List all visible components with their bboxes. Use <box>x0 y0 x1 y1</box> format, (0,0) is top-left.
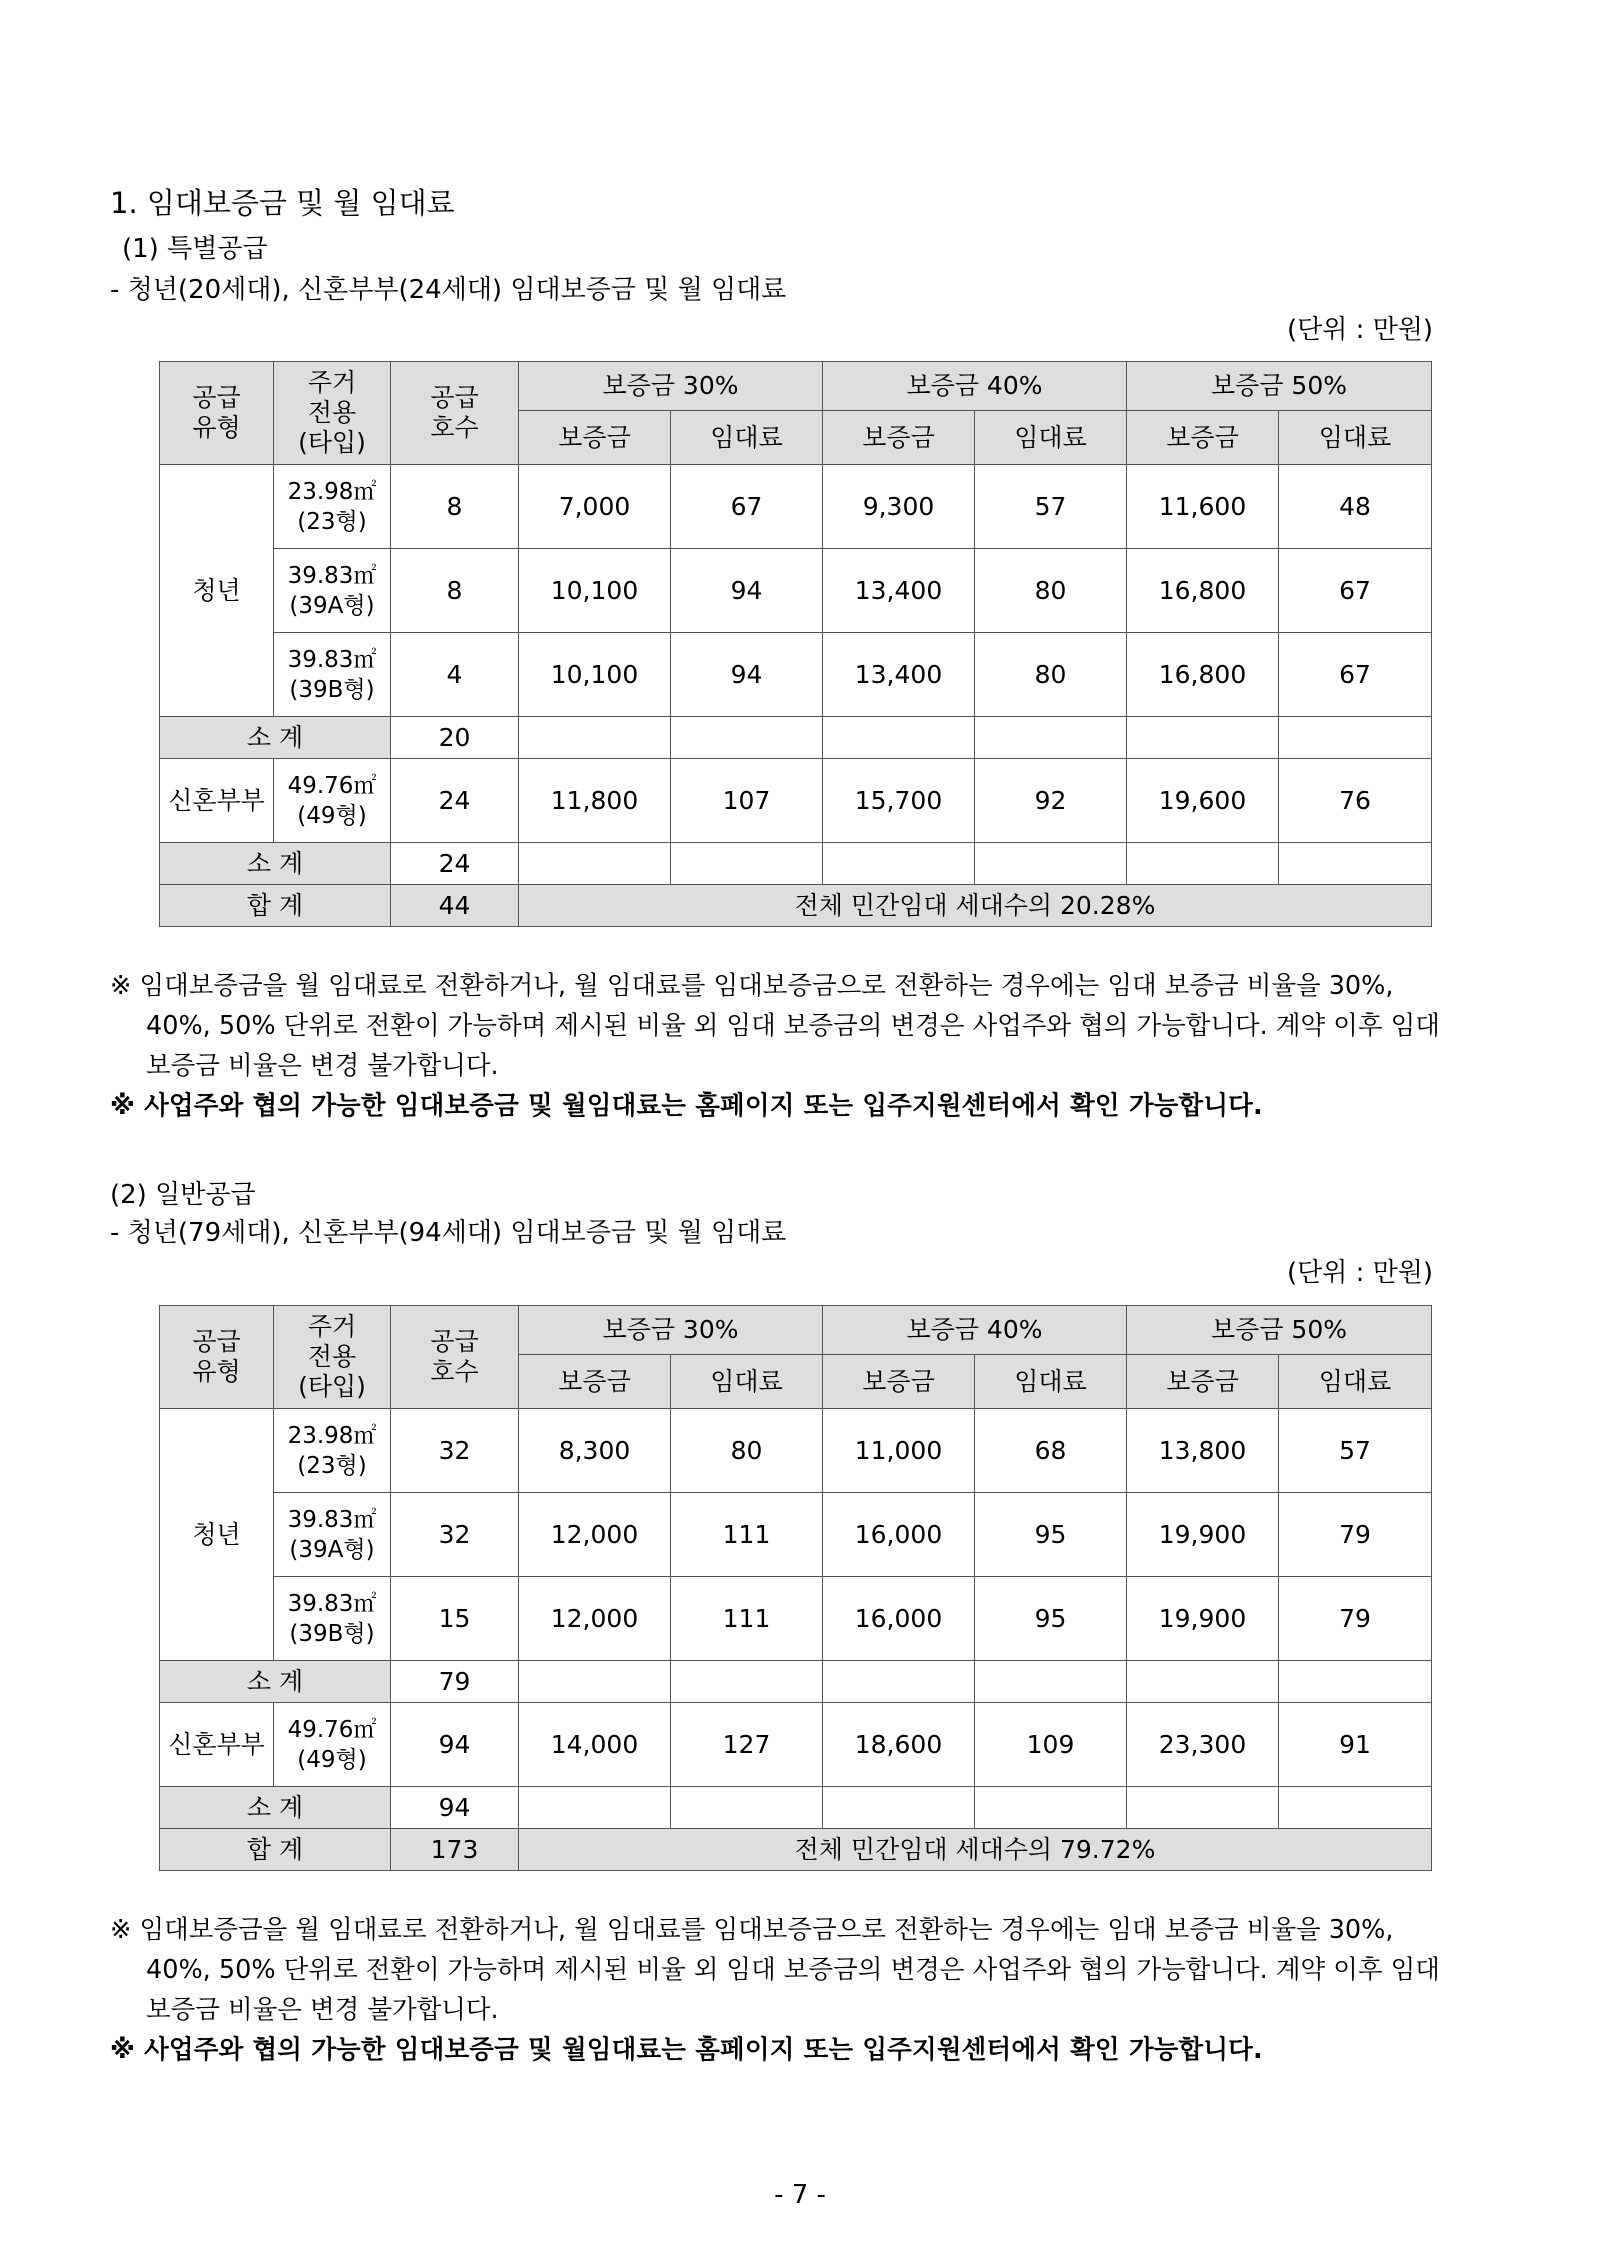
units-cell: 8 <box>391 465 519 549</box>
table-row <box>160 1577 1432 1661</box>
note-bold: ※ 사업주와 협의 가능한 임대보증금 및 월임대료는 홈페이지 또는 입주지원센터에서 확인 가능합니다. <box>110 1091 1263 1121</box>
subtotal-value: 24 <box>391 843 519 885</box>
value-cell: 79 <box>1279 1577 1432 1661</box>
area-cell: 23.98㎡ (23형) <box>274 1409 391 1493</box>
area-cell: 49.76㎡ (49형) <box>274 1703 391 1787</box>
area-cell: 39.83㎡ (39A형) <box>274 1493 391 1577</box>
value-cell: 79 <box>1279 1493 1432 1577</box>
value-cell: 68 <box>975 1409 1127 1493</box>
total-note: 전체 민간임대 세대수의 79.72% <box>519 1829 1432 1871</box>
value-cell: 13,400 <box>823 549 975 633</box>
general-notes <box>110 1910 1440 2070</box>
newlywed-label: 신혼부부 <box>160 759 274 843</box>
units-cell: 8 <box>391 549 519 633</box>
header-ratio-50: 보증금 50% <box>1127 362 1432 411</box>
header-rent: 임대료 <box>975 1355 1127 1409</box>
area-cell: 49.76㎡ (49형) <box>274 759 391 843</box>
header-units: 공급 호수 <box>391 1306 519 1409</box>
header-deposit: 보증금 <box>823 1355 975 1409</box>
units-cell: 4 <box>391 633 519 717</box>
header-ratio-30: 보증금 30% <box>519 1306 823 1355</box>
value-cell: 107 <box>671 759 823 843</box>
value-cell: 80 <box>671 1409 823 1493</box>
value-cell: 80 <box>975 549 1127 633</box>
total-value: 44 <box>391 885 519 927</box>
header-supply-type: 공급 유형 <box>160 362 274 465</box>
value-cell: 11,600 <box>1127 465 1279 549</box>
units-cell: 24 <box>391 759 519 843</box>
header-rent: 임대료 <box>671 411 823 465</box>
header-ratio-40: 보증금 40% <box>823 362 1127 411</box>
youth-label: 청년 <box>160 465 274 717</box>
note-text: ※ 임대보증금을 월 임대료로 전환하거나, 월 임대료를 임대보증금으로 전환하는 경우에는 임대 보증금 비율을 30%, 40%, 50% 단위로 전환이 가능하며 제시된 비율 외 임대 보증금의 변경은 사업주와 협의 가능합니다. 계약 이후 임대보증금 비율은 변경 불가합니다. <box>110 1915 1440 2025</box>
value-cell: 111 <box>671 1577 823 1661</box>
value-cell: 67 <box>671 465 823 549</box>
total-row <box>160 1829 1432 1871</box>
value-cell: 15,700 <box>823 759 975 843</box>
units-cell: 15 <box>391 1577 519 1661</box>
value-cell: 13,800 <box>1127 1409 1279 1493</box>
page-number: - 7 - <box>774 2180 826 2210</box>
value-cell: 94 <box>671 633 823 717</box>
value-cell: 23,300 <box>1127 1703 1279 1787</box>
table-row <box>160 1703 1432 1787</box>
unit-label: (단위 : 만원) <box>1286 1258 1433 1288</box>
subtotal-value: 20 <box>391 717 519 759</box>
header-ratio-40: 보증금 40% <box>823 1306 1127 1355</box>
value-cell: 10,100 <box>519 549 671 633</box>
table-row <box>160 633 1432 717</box>
subtotal-row <box>160 1661 1432 1703</box>
subtotal-value: 94 <box>391 1787 519 1829</box>
value-cell: 16,800 <box>1127 549 1279 633</box>
value-cell: 16,800 <box>1127 633 1279 717</box>
value-cell: 16,000 <box>823 1493 975 1577</box>
value-cell: 19,900 <box>1127 1577 1279 1661</box>
area-cell: 39.83㎡ (39B형) <box>274 633 391 717</box>
area-cell: 39.83㎡ (39B형) <box>274 1577 391 1661</box>
value-cell: 109 <box>975 1703 1127 1787</box>
header-ratio-50: 보증금 50% <box>1127 1306 1432 1355</box>
header-supply-type: 공급 유형 <box>160 1306 274 1409</box>
general-rent-table <box>159 1305 1432 1871</box>
value-cell: 92 <box>975 759 1127 843</box>
subtotal-label: 소 계 <box>160 717 391 759</box>
header-ratio-30: 보증금 30% <box>519 362 823 411</box>
table-row <box>160 549 1432 633</box>
subtotal-label: 소 계 <box>160 843 391 885</box>
value-cell: 12,000 <box>519 1577 671 1661</box>
header-rent: 임대료 <box>671 1355 823 1409</box>
units-cell: 94 <box>391 1703 519 1787</box>
header-deposit: 보증금 <box>1127 411 1279 465</box>
value-cell: 95 <box>975 1577 1127 1661</box>
units-cell: 32 <box>391 1409 519 1493</box>
subtotal-row <box>160 1787 1432 1829</box>
subtotal-row <box>160 717 1432 759</box>
area-cell: 39.83㎡ (39A형) <box>274 549 391 633</box>
value-cell: 95 <box>975 1493 1127 1577</box>
table-row <box>160 1493 1432 1577</box>
special-rent-table <box>159 361 1432 927</box>
total-value: 173 <box>391 1829 519 1871</box>
value-cell: 10,100 <box>519 633 671 717</box>
note-bold: ※ 사업주와 협의 가능한 임대보증금 및 월임대료는 홈페이지 또는 입주지원센터에서 확인 가능합니다. <box>110 2035 1263 2065</box>
value-cell: 19,600 <box>1127 759 1279 843</box>
value-cell: 111 <box>671 1493 823 1577</box>
special-description: - 청년(20세대), 신혼부부(24세대) 임대보증금 및 월 임대료 <box>110 275 787 305</box>
value-cell: 12,000 <box>519 1493 671 1577</box>
total-note: 전체 민간임대 세대수의 20.28% <box>519 885 1432 927</box>
header-deposit: 보증금 <box>519 411 671 465</box>
value-cell: 91 <box>1279 1703 1432 1787</box>
table-row <box>160 1409 1432 1493</box>
table-row <box>160 759 1432 843</box>
subtotal-value: 79 <box>391 1661 519 1703</box>
subtotal-label: 소 계 <box>160 1787 391 1829</box>
general-description: - 청년(79세대), 신혼부부(94세대) 임대보증금 및 월 임대료 <box>110 1218 787 1248</box>
newlywed-label: 신혼부부 <box>160 1703 274 1787</box>
value-cell: 11,000 <box>823 1409 975 1493</box>
total-row <box>160 885 1432 927</box>
header-deposit: 보증금 <box>1127 1355 1279 1409</box>
header-deposit: 보증금 <box>823 411 975 465</box>
value-cell: 16,000 <box>823 1577 975 1661</box>
value-cell: 7,000 <box>519 465 671 549</box>
value-cell: 8,300 <box>519 1409 671 1493</box>
header-rent: 임대료 <box>1279 411 1432 465</box>
total-label: 합 계 <box>160 1829 391 1871</box>
special-notes <box>110 966 1440 1126</box>
value-cell: 19,900 <box>1127 1493 1279 1577</box>
value-cell: 67 <box>1279 549 1432 633</box>
value-cell: 57 <box>1279 1409 1432 1493</box>
general-heading: (2) 일반공급 <box>110 1180 256 1210</box>
value-cell: 9,300 <box>823 465 975 549</box>
value-cell: 11,800 <box>519 759 671 843</box>
value-cell: 14,000 <box>519 1703 671 1787</box>
total-label: 합 계 <box>160 885 391 927</box>
units-cell: 32 <box>391 1493 519 1577</box>
note-text: ※ 임대보증금을 월 임대료로 전환하거나, 월 임대료를 임대보증금으로 전환하는 경우에는 임대 보증금 비율을 30%, 40%, 50% 단위로 전환이 가능하며 제시된 비율 외 임대 보증금의 변경은 사업주와 협의 가능합니다. 계약 이후 임대보증금 비율은 변경 불가합니다. <box>110 971 1440 1081</box>
value-cell: 94 <box>671 549 823 633</box>
value-cell: 48 <box>1279 465 1432 549</box>
value-cell: 13,400 <box>823 633 975 717</box>
header-units: 공급 호수 <box>391 362 519 465</box>
unit-label: (단위 : 만원) <box>1286 315 1433 345</box>
subtotal-label: 소 계 <box>160 1661 391 1703</box>
value-cell: 127 <box>671 1703 823 1787</box>
header-rent: 임대료 <box>1279 1355 1432 1409</box>
header-area: 주거 전용 (타입) <box>274 1306 391 1409</box>
area-cell: 23.98㎡ (23형) <box>274 465 391 549</box>
header-area: 주거 전용 (타입) <box>274 362 391 465</box>
subtotal-row <box>160 843 1432 885</box>
special-heading: (1) 특별공급 <box>122 234 268 264</box>
value-cell: 18,600 <box>823 1703 975 1787</box>
table-row <box>160 465 1432 549</box>
header-rent: 임대료 <box>975 411 1127 465</box>
value-cell: 67 <box>1279 633 1432 717</box>
youth-label: 청년 <box>160 1409 274 1661</box>
value-cell: 57 <box>975 465 1127 549</box>
header-deposit: 보증금 <box>519 1355 671 1409</box>
value-cell: 80 <box>975 633 1127 717</box>
section-title: 1. 임대보증금 및 월 임대료 <box>110 186 455 220</box>
value-cell: 76 <box>1279 759 1432 843</box>
